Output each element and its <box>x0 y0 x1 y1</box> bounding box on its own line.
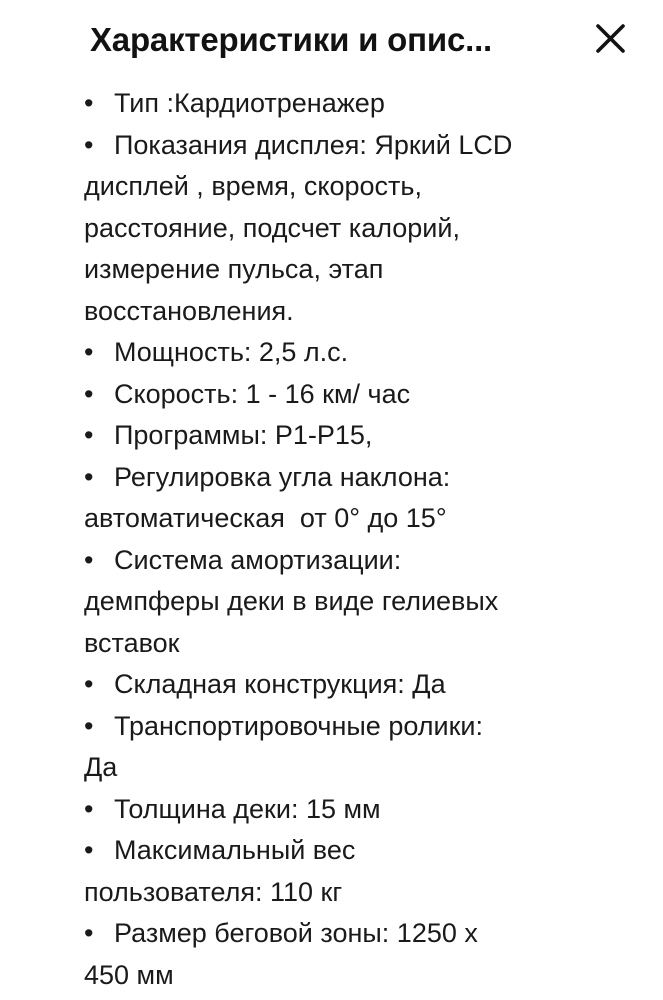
spec-line: восстановления. <box>84 295 294 326</box>
spec-line: Складная конструкция: Да <box>114 669 446 699</box>
spec-line: Система амортизации: <box>114 544 402 575</box>
spec-item-max-weight <box>84 830 644 872</box>
spec-item-display <box>84 125 644 167</box>
spec-item-deck-thickness <box>84 789 644 831</box>
bullet-icon: • <box>84 544 94 575</box>
bullet-icon: • <box>84 337 94 367</box>
bullet-icon: • <box>84 793 94 824</box>
spec-line: Регулировка угла наклона: <box>114 461 451 492</box>
close-icon[interactable] <box>588 16 634 62</box>
spec-line: Тип :Кардиотренажер <box>114 88 385 118</box>
spec-line: расстояние, подсчет калорий, <box>84 212 460 243</box>
sheet-title: Характеристики и опис... <box>90 21 493 58</box>
description-text <box>84 83 644 996</box>
spec-line: дисплей , время, скорость, <box>84 171 422 201</box>
bullet-icon: • <box>84 420 94 450</box>
sheet-header <box>0 0 663 80</box>
bullet-icon: • <box>84 710 94 741</box>
spec-line: Показания дисплея: Яркий LCD <box>114 129 513 160</box>
spec-line: Максимальный вес <box>114 835 356 865</box>
spec-item-programs <box>84 415 644 457</box>
spec-item-wheels <box>84 706 644 748</box>
spec-line: Мощность: 2,5 л.с. <box>114 337 349 367</box>
spec-line: автоматическая от 0° до 15° <box>84 503 447 533</box>
bullet-icon: • <box>84 835 94 865</box>
bullet-icon: • <box>84 378 94 409</box>
spec-item-power <box>84 332 644 374</box>
spec-line: демпферы деки в виде гелиевых <box>84 586 499 616</box>
spec-item-incline <box>84 457 644 499</box>
spec-item-suspension <box>84 540 644 582</box>
spec-line: Размер беговой зоны: 1250 х <box>114 918 478 948</box>
spec-line: измерение пульса, этап <box>84 254 384 284</box>
spec-line: вставок <box>84 627 180 658</box>
spec-item-running-area <box>84 913 644 955</box>
bullet-icon: • <box>84 461 94 492</box>
spec-line: Толщина деки: 15 мм <box>114 793 381 824</box>
spec-item-foldable <box>84 664 644 706</box>
spec-line: Да <box>84 752 118 782</box>
bullet-icon: • <box>84 918 94 948</box>
bullet-icon: • <box>84 88 94 118</box>
spec-line: пользователя: 110 кг <box>84 876 343 907</box>
spec-line: Программы: P1-P15, <box>114 420 373 450</box>
bullet-icon: • <box>84 669 94 699</box>
bullet-icon: • <box>84 129 94 160</box>
spec-line: Транспортировочные ролики: <box>114 710 483 741</box>
spec-item-type <box>84 83 644 125</box>
spec-line: Скорость: 1 - 16 км/ час <box>114 378 411 409</box>
spec-item-speed <box>84 374 644 416</box>
spec-line: 450 мм <box>84 959 174 990</box>
